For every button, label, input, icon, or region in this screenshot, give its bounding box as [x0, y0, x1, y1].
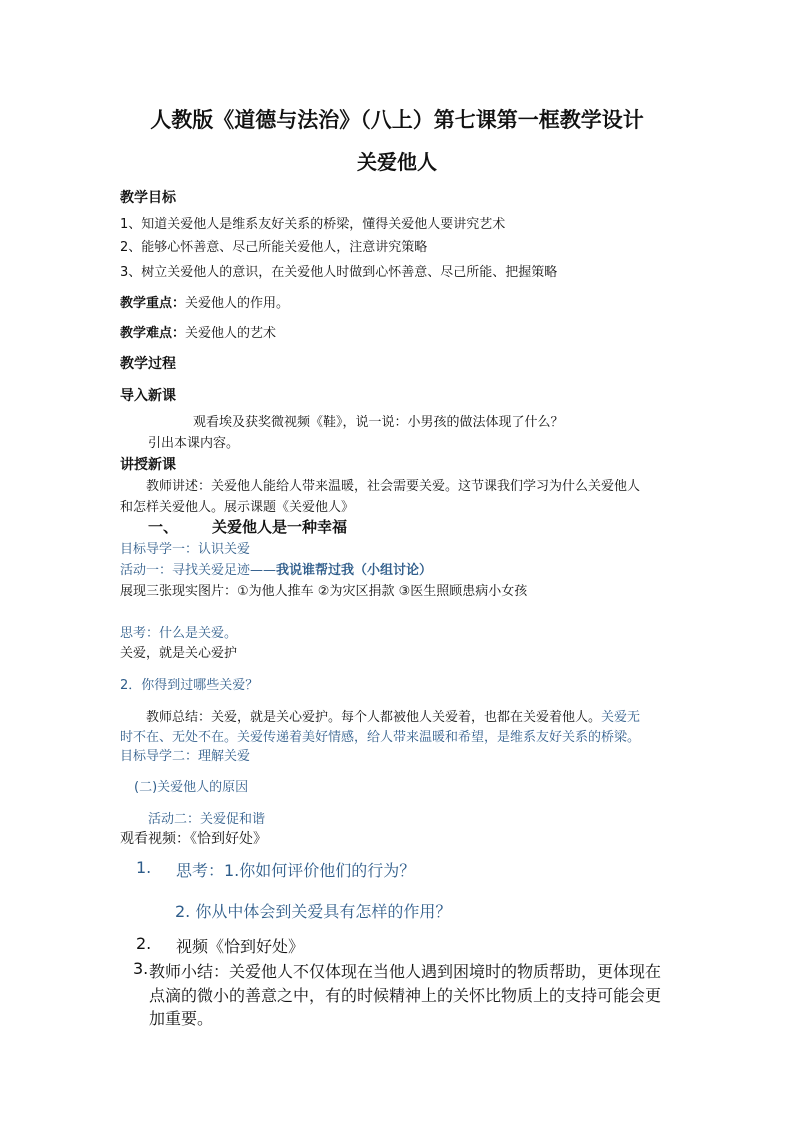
list-subitem: 2. 你从中体会到关爱具有怎样的作用？	[175, 902, 452, 921]
list-item-text: 加重要。	[149, 1009, 214, 1028]
guide-two: 目标导学二：理解关爱	[120, 749, 251, 764]
think-question: 思考：什么是关爱。	[120, 626, 238, 641]
goal-item: 1、知道关爱他人是维系友好关系的桥梁，懂得关爱他人要讲究艺术	[120, 217, 506, 232]
teach-line: 教师讲述：关爱他人能给人带来温暖，社会需要关爱。这节课我们学习为什么关爱他人	[146, 479, 641, 494]
activity-one-title: 我说谁帮过我（小组讨论）	[276, 563, 433, 578]
process-heading: 教学过程	[120, 356, 176, 372]
list-number: 3.	[133, 959, 149, 978]
section-two-heading: (二)关爱他人的原因	[134, 780, 249, 795]
list-item-text: 点滴的微小的善意之中，有的时候精神上的关怀比物质上的支持可能会更	[149, 986, 662, 1005]
summary-highlight: 关爱传递着美好情感，给人带来温暖和希望，是维系友好关系的桥梁。	[237, 730, 641, 745]
pictures-line: 展现三张现实图片：①为他人推车 ②为灾区捐款 ③医生照顾患病小女孩	[120, 584, 528, 599]
document-subtitle: 关爱他人	[357, 150, 437, 174]
summary-highlight: 时不在、无处不在。	[120, 730, 238, 745]
question-two: 2．你得到过哪些关爱？	[120, 678, 259, 693]
key-point	[120, 292, 289, 311]
goal-item: 3、树立关爱他人的意识，在关爱他人时做到心怀善意、尽己所能、把握策略	[120, 265, 558, 280]
guide-one: 目标导学一：认识关爱	[120, 542, 251, 557]
activity-two: 活动二：关爱促和谐	[148, 812, 266, 827]
teach-heading: 讲授新课	[120, 457, 176, 473]
summary-text: 教师总结：关爱，就是关心爱护。每个人都被他人关爱着，也都在关爱着他人。	[146, 710, 602, 725]
intro-line: 引出本课内容。	[148, 436, 240, 451]
watch-line: 观看视频：《恰到好处》	[120, 831, 267, 847]
activity-one-prefix: 活动一：寻找关爱足迹——	[120, 563, 277, 578]
list-number: 1.	[136, 858, 152, 877]
summary-highlight: 关爱无	[601, 710, 641, 725]
intro-heading: 导入新课	[120, 388, 176, 404]
list-item-text: 教师小结：关爱他人不仅体现在当他人遇到困境时的物质帮助，更体现在	[149, 962, 662, 981]
summary-line	[120, 726, 640, 745]
list-number: 2.	[136, 934, 152, 953]
goal-item: 2、能够心怀善意、尽己所能关爱他人，注意讲究策略	[120, 240, 428, 255]
section-text: 关爱他人是一种幸福	[212, 518, 348, 536]
difficulty-text: 关爱他人的艺术	[185, 326, 277, 341]
intro-line: 观看埃及获奖微视频《鞋》，说一说：小男孩的做法体现了什么？	[193, 415, 564, 430]
list-item-text: 视频《恰到好处》	[176, 937, 305, 956]
document-title: 人教版《道德与法治》（八上）第七课第一框教学设计	[150, 107, 644, 132]
answer-line: 关爱，就是关心爱护	[120, 646, 238, 661]
teach-line: 和怎样关爱他人。展示课题《关爱他人》	[120, 500, 355, 515]
key-point-text: 关爱他人的作用。	[185, 296, 290, 311]
list-item-text: 思考：1.你如何评价他们的行为？	[176, 861, 416, 880]
key-point-label: 教学重点：	[120, 296, 186, 311]
goals-heading: 教学目标	[120, 190, 176, 206]
section-number: 一、	[148, 518, 179, 536]
difficulty-label: 教学难点：	[120, 326, 186, 341]
difficulty-point	[120, 322, 276, 341]
section-heading	[148, 516, 347, 537]
activity-one	[120, 559, 432, 578]
summary-line	[146, 706, 640, 725]
